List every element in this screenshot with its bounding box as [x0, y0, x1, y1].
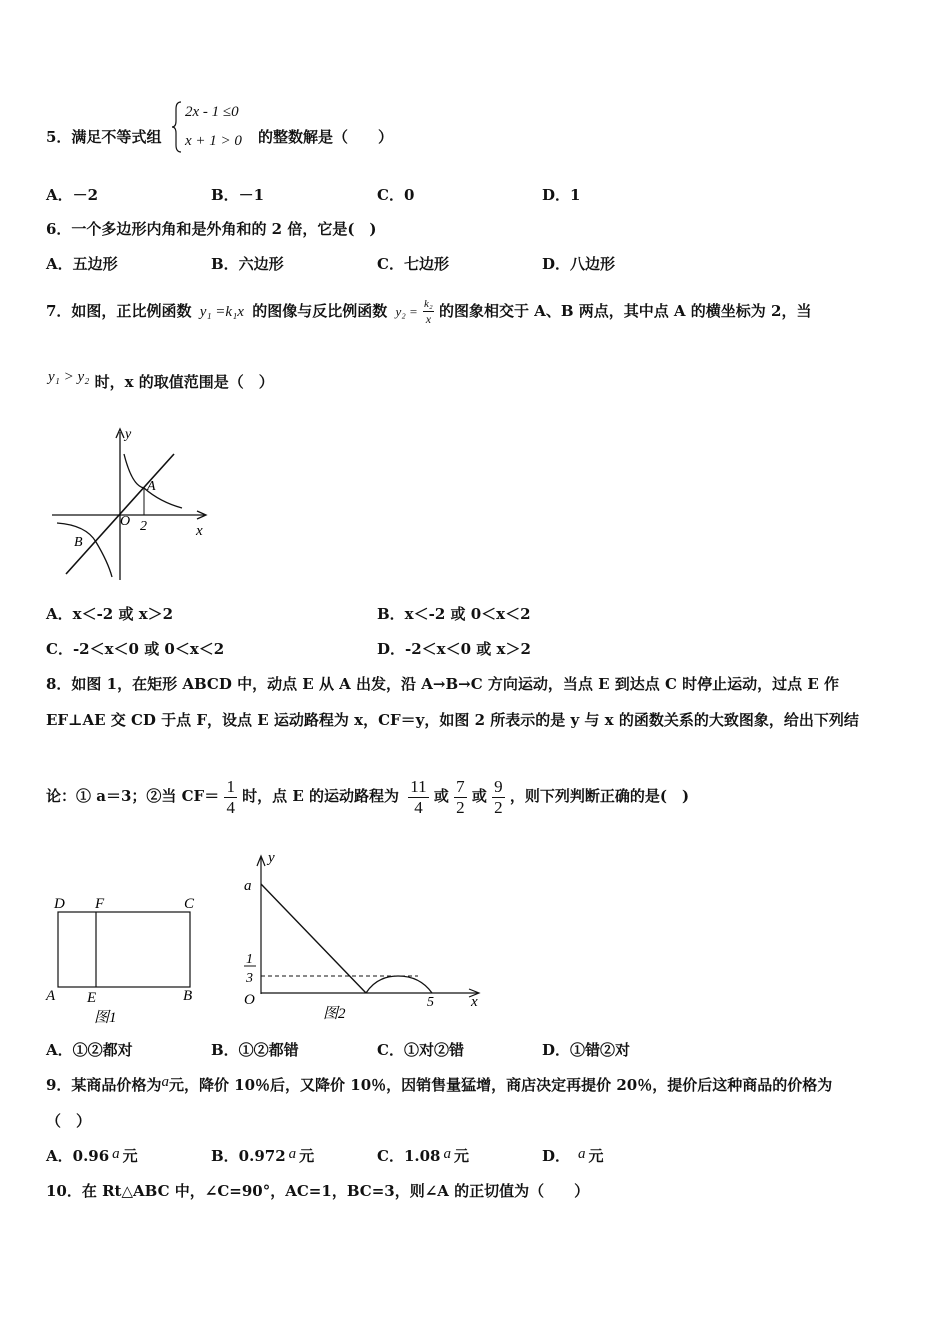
q9-option-b-label: B．0.972: [211, 1147, 286, 1165]
q7-graph-label-x: x: [196, 523, 203, 539]
q8-frac-quarter-den: 4: [226, 797, 235, 817]
q8-frac-eleven-den: 4: [414, 797, 423, 817]
q9-option-a-label: A．0.96: [46, 1147, 110, 1165]
q8-frac-quarter-num: 1: [226, 776, 235, 796]
q8-option-d[interactable]: D．①错②对: [542, 1041, 631, 1059]
q7-condition: y₁ > y₂: [48, 369, 90, 385]
q9-option-c-unit: 元: [453, 1147, 469, 1165]
q7-mid: 的图像与反比例函数: [252, 302, 388, 320]
q8-fig2-three: 3: [246, 971, 253, 986]
q9-option-d-label: D．: [542, 1147, 571, 1165]
q8-frac-nine-den: 2: [494, 797, 503, 817]
q8-frac-quarter: [224, 777, 237, 818]
q8-option-c[interactable]: C．①对②错: [377, 1041, 464, 1059]
q8-fig1-e: E: [87, 990, 97, 1006]
q6-option-c[interactable]: C．七边形: [377, 255, 449, 273]
q5-option-b[interactable]: B．－1: [211, 186, 265, 204]
q7-option-b[interactable]: B．x＜-2 或 0＜x＜2: [377, 605, 531, 623]
q5-ineq-2: x + 1 > 0: [185, 133, 242, 149]
q8-fig2-caption: 图2: [323, 1006, 346, 1022]
q9-option-b[interactable]: [211, 1146, 314, 1167]
q7-graph-label-a: A: [147, 479, 156, 494]
q8-frac-seven-den: 2: [456, 797, 465, 817]
q8-stem-line-1: 8．如图 1，在矩形 ABCD 中，动点 E 从 A 出发，沿 A→B→C 方向运动，当点 E 到达点 C 时停止运动，过点 E 作: [46, 675, 840, 693]
q5-stem: [46, 127, 161, 147]
q7-condition-line: [48, 369, 274, 393]
q5-tail: 的整数解是（ ）: [258, 128, 394, 146]
q6-option-a[interactable]: A．五边形: [46, 255, 118, 273]
q8-fig2-one: 1: [246, 952, 253, 967]
q9-option-d-var: a: [578, 1146, 586, 1162]
q8-fig1-c: C: [184, 896, 195, 912]
q7-number: 7．如图，正比例函数: [46, 302, 192, 320]
q8-fig2-five: 5: [427, 995, 434, 1010]
q8-fig1-f: F: [95, 896, 105, 912]
q8-line3-b: 时，点 E 的运动路程为: [242, 787, 400, 805]
q8-fig1-b: B: [183, 988, 193, 1004]
q5-brace: [172, 101, 182, 153]
q8-figure-1: [40, 890, 210, 1030]
q9-option-c[interactable]: [377, 1146, 469, 1167]
q9-var: a: [161, 1074, 169, 1090]
q5-number: 5．满足不等式组: [46, 128, 162, 146]
q7-option-a[interactable]: A．x＜-2 或 x＞2: [46, 605, 174, 623]
q7-linear-formula: y₁ =k₁x: [199, 304, 244, 320]
q7-graph-label-b: B: [74, 535, 83, 550]
q10-stem: 10．在 Rt△ABC 中，∠C=90°，AC=1，BC=3，则∠A 的正切值为（ ）: [46, 1182, 590, 1200]
q8-frac-eleven-quarters: [408, 777, 428, 818]
q8-fig1-a: A: [46, 988, 56, 1004]
q9-option-a-unit: 元: [122, 1147, 138, 1165]
q9-option-a[interactable]: [46, 1146, 138, 1167]
q8-frac-seven-num: 7: [456, 776, 465, 796]
q5-option-a[interactable]: A．－2: [46, 186, 99, 204]
q5-option-c[interactable]: C．0: [377, 186, 415, 204]
q9-line1-b: 元，降价 10％后，又降价 10％，因销售量猛增，商店决定再提价 20％，提价后这种商品的价格为: [168, 1076, 833, 1094]
q8-stem-line-2: EF⊥AE 交 CD 于点 F，设点 E 运动路程为 x，CF＝y，如图 2 所表示的是 y 与 x 的函数关系的大致图象，给出下列结: [46, 711, 859, 729]
q7-graph-label-two: 2: [140, 519, 147, 534]
q7-inverse-num: k₂: [424, 298, 433, 310]
q7-graph: [50, 424, 215, 584]
q8-fig2-a: a: [244, 878, 252, 894]
q8-option-b[interactable]: B．①②都错: [211, 1041, 299, 1059]
q8-fig2-x: x: [471, 994, 478, 1010]
q7-option-d[interactable]: D．-2＜x＜0 或 x＞2: [377, 640, 531, 658]
q9-stem-line-1: [46, 1075, 832, 1096]
q8-frac-nine-num: 9: [494, 776, 503, 796]
q9-option-a-var: a: [112, 1146, 120, 1162]
q6-option-d[interactable]: D．八边形: [542, 255, 616, 273]
q8-frac-eleven-num: 11: [410, 776, 427, 796]
q9-option-b-unit: 元: [299, 1147, 315, 1165]
q8-fig2-y: y: [268, 850, 275, 866]
q7-tail: 的图象相交于 A、B 两点，其中点 A 的横坐标为 2，当: [438, 302, 812, 320]
q5-ineq-1: 2x - 1 ≤0: [185, 104, 239, 120]
q9-option-c-var: a: [443, 1146, 451, 1162]
q9-option-c-label: C．1.08: [377, 1147, 441, 1165]
q8-option-a[interactable]: A．①②都对: [46, 1041, 133, 1059]
q9-line1-a: 9．某商品价格为: [46, 1076, 162, 1094]
q6-stem: 6．一个多边形内角和是外角和的 2 倍，它是( ): [46, 220, 377, 238]
q9-stem-line-2: （ ）: [46, 1112, 92, 1130]
q8-stem-line-3: [46, 774, 689, 818]
q7-inverse-lhs: y₂ =: [395, 304, 418, 319]
q6-option-b[interactable]: B．六边形: [211, 255, 284, 273]
q8-line3-c: ，则下列判断正确的是( ): [509, 787, 690, 805]
q9-option-d[interactable]: [542, 1146, 604, 1167]
q9-option-b-var: a: [288, 1146, 297, 1162]
q7-graph-label-o: O: [120, 514, 131, 529]
q7-graph-label-y: y: [125, 427, 132, 442]
q8-or-1: 或: [433, 787, 449, 805]
q8-figure-2: [240, 848, 490, 1028]
q8-line3-a: 论：① a＝3；②当 CF＝: [46, 787, 220, 805]
q7-condition-tail: 时，x 的取值范围是（ ）: [94, 373, 274, 391]
q7-inverse-den: x: [425, 312, 432, 326]
q7-option-c[interactable]: C．-2＜x＜0 或 0＜x＜2: [46, 640, 225, 658]
q7-inverse-fraction: [423, 298, 434, 326]
q8-fig1-d: D: [54, 896, 65, 912]
q8-fig1-caption: 图1: [94, 1010, 117, 1026]
q5-option-d[interactable]: D．1: [542, 186, 581, 204]
q8-frac-nine-halves: [492, 777, 505, 818]
q8-frac-seven-halves: [454, 777, 467, 818]
q9-option-d-unit: 元: [588, 1147, 604, 1165]
q8-fig2-o: O: [244, 992, 255, 1008]
q7-stem: [46, 296, 811, 327]
q8-or-2: 或: [471, 787, 487, 805]
